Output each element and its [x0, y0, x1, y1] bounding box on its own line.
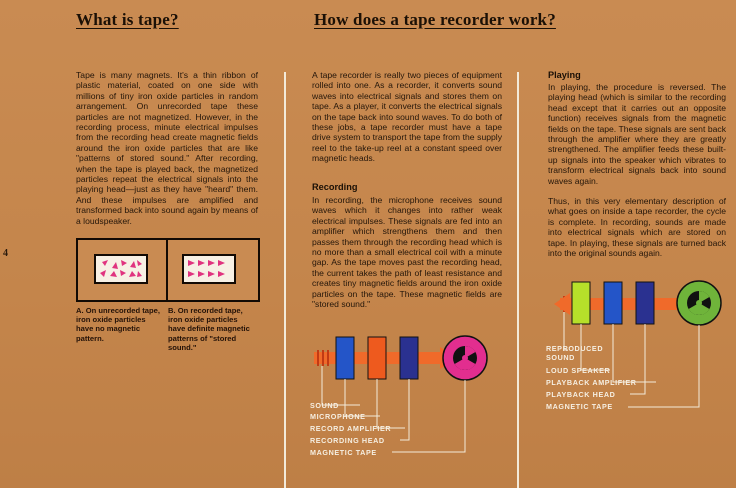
column-rule-right — [517, 72, 519, 488]
label-magnetic-tape: MAGNETIC TAPE — [310, 448, 377, 457]
label-magnetic-tape-playback: MAGNETIC TAPE — [546, 402, 613, 411]
magnetic-tape-reel — [677, 281, 721, 325]
recorded-tape-sample — [182, 254, 236, 284]
recorder-intro-body: A tape recorder is really two pieces of equipment rolled into one. As a recorder, it converts sound waves into electrical signals and stores them on tape. As a player, it converts the electrical signals on the tape back into sound waves. To do both of these jobs, a tape recorder must have a tape drive system to transport the tape from the supply reel to the take-up reel at a constant speed over magnetic heads. — [312, 70, 502, 164]
microphone-block — [336, 337, 354, 379]
label-reproduced-sound: REPRODUCED SOUND — [546, 344, 604, 362]
unrecorded-tape-sample — [94, 254, 148, 284]
record-amplifier-block — [368, 337, 386, 379]
recording-head-block — [400, 337, 418, 379]
column-rule-left — [284, 72, 286, 488]
aligned-particles — [184, 256, 234, 282]
playback-amplifier-block — [604, 282, 622, 324]
arrow-head — [554, 293, 570, 315]
label-record-amplifier: RECORD AMPLIFIER — [310, 424, 392, 433]
magnetic-tape-reel — [443, 336, 487, 380]
how-recorder-works-title: How does a tape recorder work? — [314, 10, 556, 29]
caption-unrecorded: A. On unrecorded tape, iron oxide particles have no magnetic pattern. — [76, 306, 160, 343]
diagram-divider — [166, 240, 168, 300]
recording-heading: Recording — [312, 182, 358, 192]
recording-body: In recording, the microphone receives sound waves which it changes into rather weak electrical impulses. These signals are fed into an amplifier which strengthens them and then passes them through the recording head which is no more than a small electrical coil with a minute gap. As the tape moves past the recording head, the current takes the path of least resistance and creates tiny magnetic fields around the iron oxide particles on the tape. These magnetic fields are "stored sound." — [312, 195, 502, 310]
label-sound: SOUND — [310, 401, 339, 410]
tape-comparison-diagram — [76, 238, 260, 302]
what-is-tape-body: Tape is many magnets. It's a thin ribbon of plastic material, coated on one side with millions of tiny iron oxide particles in random arrangement. On unrecorded tape these particles are not magnetized. However, in the recording process, minute electrical impulses from the recording head create magnetic fields around the iron oxide particles that are like "patterns of stored sound." After recording, when the tape is played back, the magnetized particles repeat the electrical signals into the playing head—just as they have "heard" them. And these impulses are amplified and transformed back into sound again by means of a loudspeaker. — [76, 70, 258, 226]
summary-body: Thus, in this very elementary description of what goes on inside a tape recorder, the cycle is complete. In recording, sounds are made into electrical signals which are stored on tape. In playing, these signals are turned back into the original sounds again. — [548, 196, 726, 259]
random-particles — [96, 256, 146, 282]
label-playback-amplifier: PLAYBACK AMPLIFIER — [546, 378, 637, 387]
label-loud-speaker: LOUD SPEAKER — [546, 366, 611, 375]
what-is-tape-title: What is tape? — [76, 10, 179, 29]
label-microphone: MICROPHONE — [310, 412, 366, 421]
page-number: 4 — [3, 248, 8, 259]
playing-body: In playing, the procedure is reversed. The playing head (which is similar to the recording head except that it carries out an opposite function) receives signals from the magnetic fields on the tape. These signals are sent back through the amplifier where they are greatly strengthened. The amplifier feeds these built-up signals into the speaker which vibrates to transform electrical signals back into sound waves again. — [548, 82, 726, 186]
playing-heading: Playing — [548, 70, 581, 80]
playback-head-block — [636, 282, 654, 324]
loud-speaker-block — [572, 282, 590, 324]
label-recording-head: RECORDING HEAD — [310, 436, 385, 445]
label-playback-head: PLAYBACK HEAD — [546, 390, 616, 399]
caption-recorded: B. On recorded tape, iron oxide particles have definite magnetic patterns of "stored sound." — [168, 306, 250, 352]
